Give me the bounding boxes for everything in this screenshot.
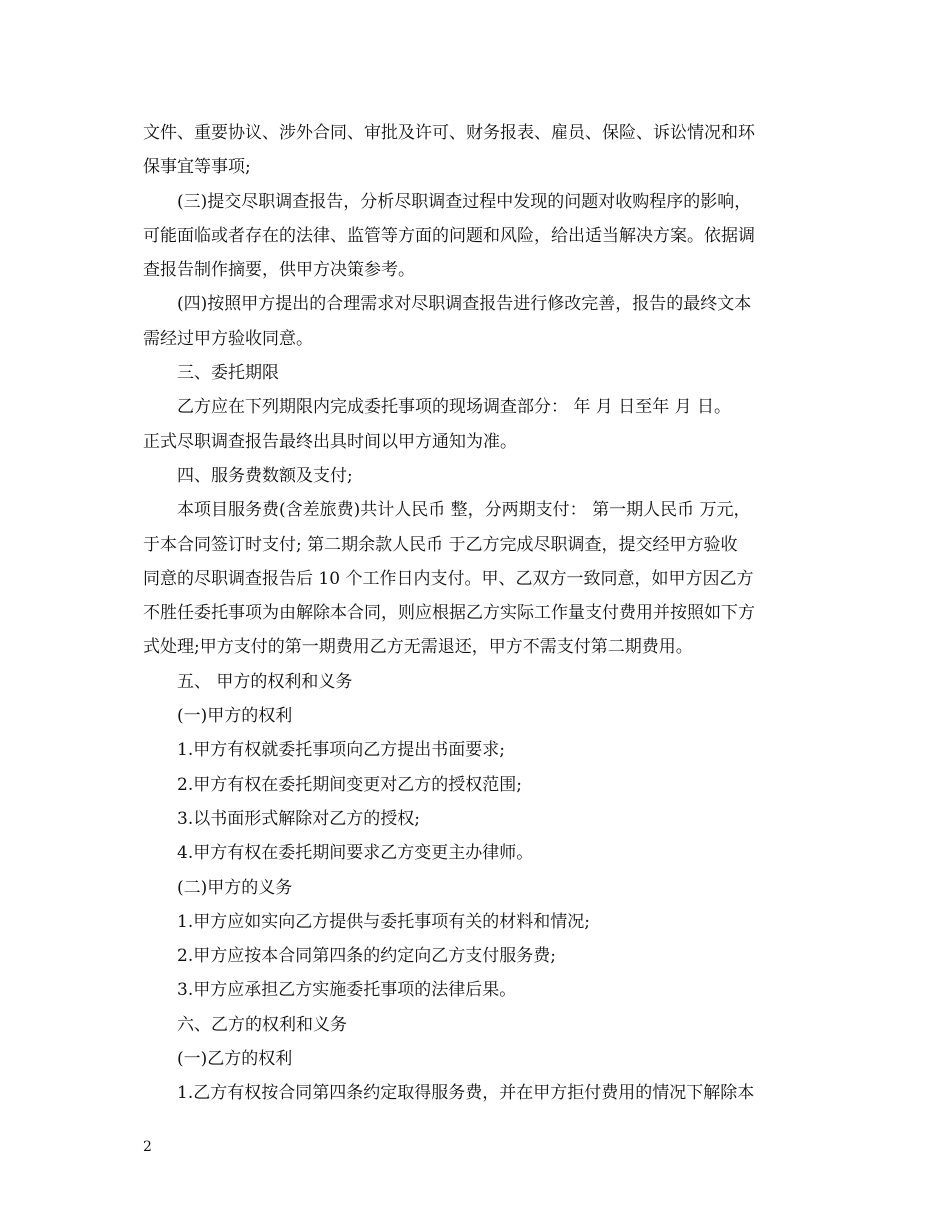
text-line: 2.甲方应按本合同第四条的约定向乙方支付服务费;	[177, 946, 556, 967]
text-line: 保事宜等事项;	[143, 157, 251, 178]
text-line: 1.乙方有权按合同第四条约定取得服务费，并在甲方拒付费用的情况下解除本	[177, 1083, 755, 1104]
text-line: 三、委托期限	[177, 363, 279, 384]
text-line: 不胜任委托事项为由解除本合同，则应根据乙方实际工作量支付费用并按照如下方	[143, 603, 755, 624]
text-line: 五、 甲方的权利和义务	[177, 671, 353, 692]
text-line: 3.以书面形式解除对乙方的授权;	[177, 808, 420, 829]
text-line: 可能面临或者存在的法律、监管等方面的问题和风险，给出适当解决方案。依据调	[143, 225, 755, 246]
text-line: 本项目服务费(含差旅费)共计人民币 整，分两期支付： 第一期人民币 万元，	[177, 500, 751, 521]
document-body	[143, 116, 823, 1111]
text-line: (一)乙方的权利	[177, 1049, 293, 1070]
text-line: 文件、重要协议、涉外合同、审批及许可、财务报表、雇员、保险、诉讼情况和环	[143, 123, 755, 143]
text-line: 乙方应在下列期限内完成委托事项的现场调查部分： 年 月 日至年 月 日。	[177, 397, 732, 418]
text-line: (四)按照甲方提出的合理需求对尽职调查报告进行修改完善，报告的最终文本	[177, 294, 752, 315]
text-line: (二)甲方的义务	[177, 877, 293, 898]
page-number: 2	[143, 1139, 152, 1155]
text-line: 需经过甲方验收同意。	[143, 328, 313, 349]
text-line: 查报告制作摘要，供甲方决策参考。	[143, 260, 415, 281]
text-line: (一)甲方的权利	[177, 706, 293, 727]
text-line: 六、乙方的权利和义务	[177, 1014, 347, 1035]
text-line: 2.甲方有权在委托期间变更对乙方的授权范围;	[177, 774, 522, 795]
text-line: 同意的尽职调查报告后 10 个工作日内支付。甲、乙双方一致同意，如甲方因乙方	[143, 568, 754, 589]
text-line: 式处理;甲方支付的第一期费用乙方无需退还，甲方不需支付第二期费用。	[143, 637, 693, 658]
text-line: 四、服务费数额及支付;	[177, 465, 353, 486]
text-line: 于本合同签订时支付; 第二期余款人民币 于乙方完成尽职调查，提交经甲方验收	[143, 534, 738, 555]
text-line: 1.甲方有权就委托事项向乙方提出书面要求;	[177, 740, 505, 761]
text-line: 正式尽职调查报告最终出具时间以甲方通知为准。	[143, 431, 517, 452]
text-line: 1.甲方应如实向乙方提供与委托事项有关的材料和情况;	[177, 911, 590, 932]
text-line: 4.甲方有权在委托期间要求乙方变更主办律师。	[177, 843, 534, 864]
text-line: 3.甲方应承担乙方实施委托事项的法律后果。	[177, 980, 517, 1001]
text-line: (三)提交尽职调查报告，分析尽职调查过程中发现的问题对收购程序的影响，	[177, 191, 752, 212]
